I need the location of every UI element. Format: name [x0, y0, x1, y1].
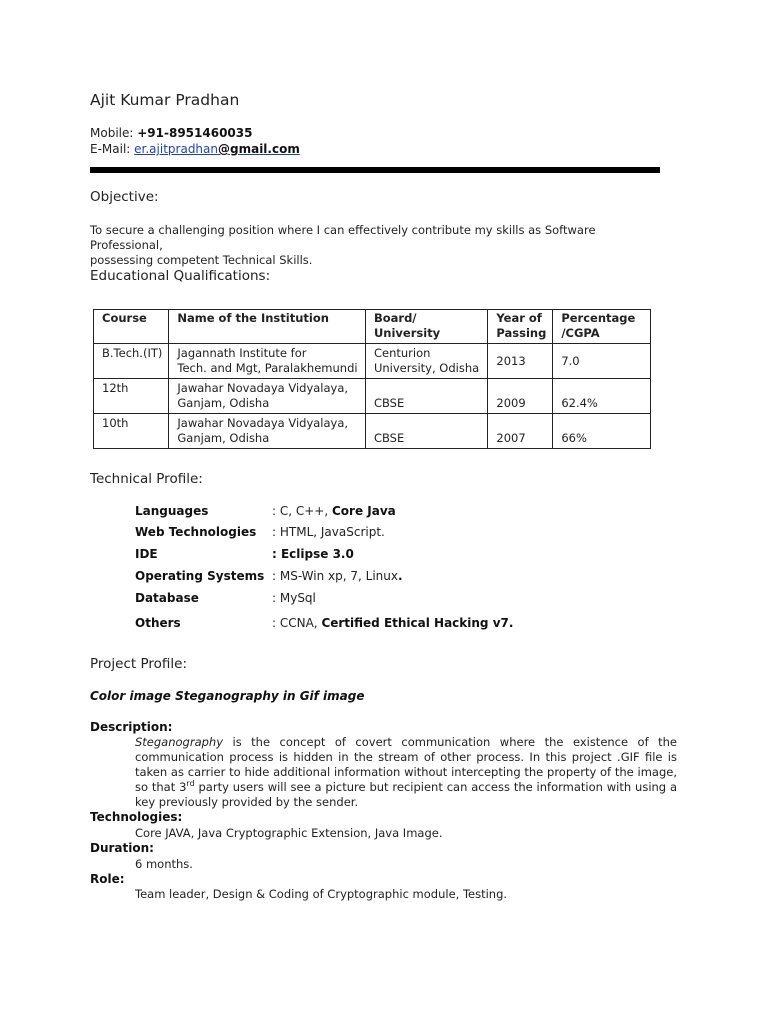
board-cell: [365, 344, 487, 379]
col-percentage: [553, 310, 651, 344]
col-board-line1: Board/: [373, 311, 417, 325]
education-heading: Educational Qualifications:: [90, 268, 271, 284]
technologies-value: Core JAVA, Java Cryptographic Extension, Java Image.: [135, 826, 443, 840]
col-board: [365, 310, 487, 344]
tech-label-os: Operating Systems: [135, 569, 265, 583]
tech-value-ide: [272, 547, 354, 561]
mobile-value: +91-8951460035: [137, 126, 253, 140]
col-board-line2: University: [373, 326, 441, 340]
col-pct-line2: /CGPA: [561, 326, 600, 340]
tech-value-bold: Certified Ethical Hacking v7.: [321, 616, 514, 630]
course-cell: B.Tech.(IT): [94, 344, 169, 379]
tech-label-languages: Languages: [135, 504, 209, 518]
col-year: [488, 310, 553, 344]
project-heading: Project Profile:: [90, 656, 188, 672]
role-value: Team leader, Design & Coding of Cryptographic module, Testing.: [135, 887, 508, 901]
tech-value-text: : MySql: [272, 591, 316, 605]
col-institution: Name of the Institution: [169, 310, 366, 344]
institution-line2: Ganjam, Odisha: [177, 431, 270, 445]
education-header-row: [94, 310, 651, 344]
tech-value-bold: .: [397, 569, 403, 583]
email-user: er.ajitpradhan: [134, 142, 218, 156]
project-description: [135, 735, 677, 810]
col-pct-line1: Percentage: [561, 311, 636, 325]
objective-line-1: To secure a challenging position where I can effectively contribute my skills as Software Professional,: [90, 223, 596, 252]
mobile-line: [90, 126, 252, 140]
table-row: [94, 344, 651, 379]
tech-value-text: : MS-Win xp, 7, Linux: [272, 569, 398, 583]
technologies-label: Technologies:: [90, 810, 183, 824]
email-link[interactable]: [134, 142, 300, 156]
tech-value-others: [272, 616, 513, 630]
objective-line-2: possessing competent Technical Skills.: [90, 253, 313, 267]
institution-cell: [169, 379, 366, 414]
header-divider: [90, 167, 660, 173]
institution-line1: Jawahar Novadaya Vidyalaya,: [177, 416, 349, 430]
tech-value-bold: : Eclipse 3.0: [272, 547, 354, 561]
duration-label: Duration:: [90, 841, 154, 855]
tech-label-ide: IDE: [135, 547, 158, 561]
desc-text-1: is the concept of covert communication where the existence of the communication process is hidden in the stream of other process. In this project .GIF file is taken as carrier to hide additional information without intercepting the property of the image, so that 3: [135, 735, 677, 794]
percentage-cell: 7.0: [553, 344, 651, 379]
table-row: [94, 414, 651, 449]
desc-text-2: party users will see a picture but recipient can access the information with using a key previously provided by the sender.: [135, 780, 678, 809]
tech-value-languages: [272, 504, 396, 518]
percentage-cell: 62.4%: [553, 379, 651, 414]
course-cell: 10th: [94, 414, 169, 449]
tech-value-text: : CCNA,: [272, 616, 322, 630]
tech-label-database: Database: [135, 591, 199, 605]
board-cell: CBSE: [365, 379, 487, 414]
table-row: [94, 379, 651, 414]
tech-value-database: [272, 591, 316, 605]
education-table: [93, 309, 651, 449]
project-title: Color image Steganography in Gif image: [90, 689, 365, 703]
duration-value: 6 months.: [135, 857, 193, 871]
col-year-line1: Year of: [496, 311, 542, 325]
institution-line1: Jawahar Novadaya Vidyalaya,: [177, 381, 349, 395]
tech-value-bold: Core Java: [331, 504, 396, 518]
institution-cell: [169, 344, 366, 379]
col-course: Course: [94, 310, 169, 344]
description-label: Description:: [90, 720, 173, 734]
technical-heading: Technical Profile:: [90, 471, 203, 487]
tech-value-os: [272, 569, 403, 583]
board-cell: CBSE: [365, 414, 487, 449]
year-cell: 2009: [488, 379, 553, 414]
email-line: [90, 142, 300, 156]
year-cell: 2013: [488, 344, 553, 379]
board-line2: University, Odisha: [373, 361, 480, 375]
institution-line1: Jagannath Institute for: [177, 346, 307, 360]
percentage-cell: 66%: [553, 414, 651, 449]
course-cell: 12th: [94, 379, 169, 414]
year-cell: 2007: [488, 414, 553, 449]
tech-value-web: [272, 525, 385, 539]
tech-label-web: Web Technologies: [135, 525, 257, 539]
objective-text: [90, 223, 662, 268]
institution-line2: Tech. and Mgt, Paralakhemundi: [177, 361, 358, 375]
candidate-name: Ajit Kumar Pradhan: [90, 91, 240, 109]
tech-value-text: : C, C++,: [272, 504, 332, 518]
email-domain: @gmail.com: [218, 142, 300, 156]
board-line1: Centurion: [373, 346, 431, 360]
desc-superscript: rd: [186, 779, 195, 789]
institution-line2: Ganjam, Odisha: [177, 396, 270, 410]
mobile-label: Mobile:: [90, 126, 138, 140]
tech-label-others: Others: [135, 616, 181, 630]
email-label: E-Mail:: [90, 142, 135, 156]
col-year-line2: Passing: [496, 326, 547, 340]
tech-value-text: : HTML, JavaScript.: [272, 525, 385, 539]
desc-keyword: Steganography: [135, 735, 224, 749]
objective-heading: Objective:: [90, 189, 159, 205]
institution-cell: [169, 414, 366, 449]
role-label: Role:: [90, 872, 125, 886]
